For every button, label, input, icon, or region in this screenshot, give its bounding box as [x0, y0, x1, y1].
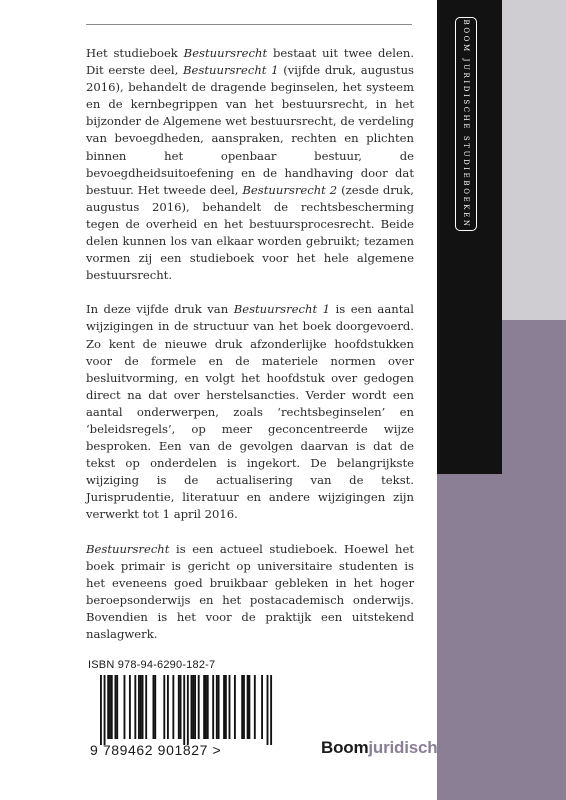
barcode-bar	[194, 675, 196, 739]
italic-title: Bestuursrecht 2	[242, 182, 338, 197]
italic-title: Bestuursrecht	[183, 46, 268, 60]
text-run: is een actueel studieboek. Hoewel het boek primair is gericht op universitaire studenten is het eveneens goed bruikbaar gebleken in het hoger beroepsonderwijs en het postacademisch onderwijs. Bovendien is het voor de praktijk een uitstekend naslagwerk.	[86, 541, 414, 641]
isbn-label: ISBN 978-94-6290-182-7	[88, 659, 216, 671]
barcode-bar	[163, 675, 165, 739]
italic-title: Bestuursrecht	[86, 541, 170, 556]
series-label: BOOM JURIDISCHE STUDIEBOEKEN	[462, 19, 470, 229]
barcode-bar	[138, 675, 140, 739]
barcode-bar	[183, 675, 185, 745]
barcode-bar	[140, 675, 142, 739]
barcode-bar	[216, 675, 218, 739]
blurb-text	[86, 45, 414, 660]
barcode-bar	[248, 675, 250, 739]
barcode-bar	[247, 675, 249, 739]
barcode-bar	[167, 675, 169, 739]
barcode-bar	[270, 675, 272, 745]
barcode-bar	[116, 675, 118, 739]
barcode-bar	[142, 675, 144, 739]
barcode-bar	[107, 675, 109, 739]
barcode-bar	[223, 675, 225, 739]
text-run: (vijfde druk, augustus 2016), behandelt de dragende beginselen, het systeem en de kernbegrippen van het bestuursrecht, in het bijzonder de Algemene wet bestuursrecht, de verdeling van bevoegdheden, aanspraken, rechten en plichten binnen het openbaar bestuur, de bevoegdheidsuitoefening en de handhaving door dat bestuur. Het tweede deel,	[86, 63, 414, 197]
barcode-bar	[100, 675, 102, 745]
barcode-digits: 9 789462 901827 >	[90, 742, 222, 758]
blurb-paragraph-2	[86, 301, 414, 523]
barcode-bar	[111, 675, 113, 739]
barcode-bar	[241, 675, 243, 739]
barcode-bar	[212, 675, 214, 739]
text-run: bestaat uit twee delen. Dit eerste deel,	[86, 46, 414, 78]
barcode-bar	[267, 675, 269, 745]
barcode-bar	[134, 675, 136, 739]
barcode-bar	[261, 675, 263, 739]
logo-boom: Boom	[321, 738, 369, 757]
blurb-paragraph-3	[86, 541, 414, 644]
text-run: Het studieboek	[86, 46, 184, 60]
barcode-bar	[104, 675, 106, 745]
barcode-bar	[234, 675, 236, 739]
barcode-bar	[172, 675, 174, 739]
barcode-bar	[180, 675, 182, 739]
barcode	[88, 675, 284, 745]
top-rule	[86, 24, 412, 25]
barcode-bar	[205, 675, 207, 739]
italic-title: Bestuursrecht 1	[233, 302, 331, 317]
barcode-bar	[191, 675, 193, 739]
barcode-bar	[109, 675, 111, 739]
barcode-bar	[225, 675, 227, 739]
barcode-bar	[145, 675, 147, 739]
barcode-bar	[203, 675, 205, 739]
text-run: (zesde druk, augustus 2016), behandelt de rechtsbescherming tegen de overheid en het bestuursprocesrecht. Beide delen kunnen los van elkaar worden gebruikt; tezamen vormen zij een studieboek voor het hele algemene bestuursrecht.	[86, 182, 414, 283]
barcode-bar	[178, 675, 180, 739]
italic-title: Bestuursrecht 1	[183, 63, 279, 78]
text-run: In deze vijfde druk van	[86, 302, 234, 317]
barcode-bar	[187, 675, 189, 745]
barcode-bar	[124, 675, 126, 739]
barcode-bar	[154, 675, 156, 739]
barcode-bar	[192, 675, 194, 739]
publisher-logo	[321, 738, 437, 758]
text-run: is een aantal wijzigingen in de structuur van het boek doorgevoerd. Zo kent de nieuwe druk afzonderlijke hoofdstukken voor de formele en de materiele normen over besluitvorming, en volgt het hoofdstuk over gedogen direct na dat over herstelsancties. Verder wordt een aantal onderwerpen, zoals ‘rechtsbeginselen’ en ‘beleidsregels’, op meer geconcentreerde wijze besproken. Een van de gevolgen daarvan is dat de tekst op onderdelen is ingekort. De belangrijkste wijziging is de actualisering van de tekst. Jurisprudentie, literatuur en andere wijzigingen zijn verwerkt tot 1 april 2016.	[86, 302, 414, 522]
barcode-bar	[129, 675, 131, 739]
barcode-bar	[229, 675, 231, 739]
barcode-bar	[243, 675, 245, 739]
blurb-paragraph-1	[86, 45, 414, 284]
barcode-bar	[218, 675, 220, 739]
barcode-bar	[254, 675, 256, 739]
logo-juridisch: juridisch	[368, 738, 438, 757]
barcode-bar	[153, 675, 155, 739]
barcode-bar	[207, 675, 209, 739]
barcode-bar	[198, 675, 200, 739]
barcode-bar	[114, 675, 116, 739]
